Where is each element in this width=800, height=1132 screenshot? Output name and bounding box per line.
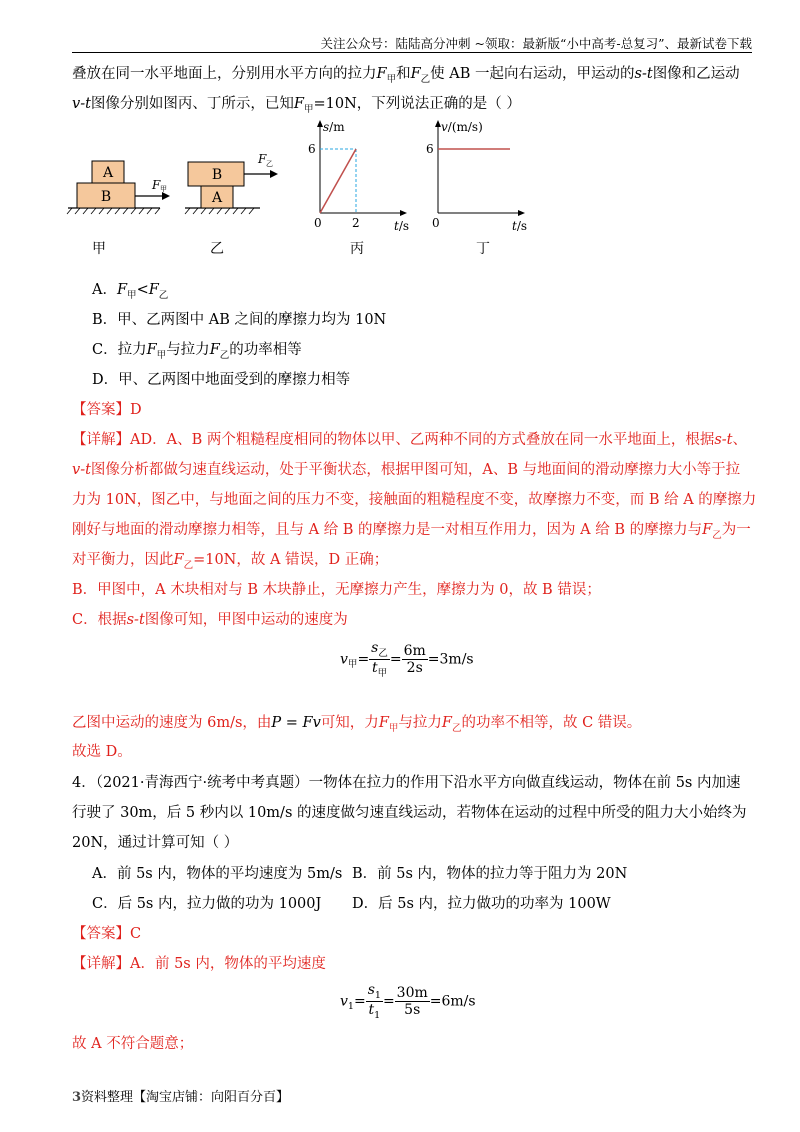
axis-label-y: s/m [323,120,345,134]
q3-detail-5: 对平衡力，因此$F_乙=10N$，故 A 错误，D 正确； [72,552,389,571]
q3-figure [60,115,540,265]
block-label: B [211,167,223,183]
block-label: B [100,189,112,205]
graph-ding [426,120,527,233]
q4-answer: 【答案】C [72,926,142,942]
q4-speed-formula: $v_1=$ $\frac{s_1}{t_1}$ = $\frac{30m}{5s}$ =6m/s [340,982,476,1021]
page-footer [72,1086,289,1105]
q3-stem-line1: 叠放在同一水平地面上，分别用水平方向的拉力$F_甲$和$F_乙$使 AB 一起向右运动，甲运动的s-t图像和乙运动 [72,66,740,85]
figure-label-yi: 乙 [210,241,224,257]
q3-stem-line2: v-t图像分别如图丙、丁所示，已知$F_甲=10N$，下列说法正确的是（ ） [72,96,521,115]
q4-stem-2: 行驶了 30m，后 5 秒内以 10m/s 的速度做匀速直线运动，若物体在运动的过程中所受的阻力大小始终为 [72,805,747,821]
figure-label-bing: 丙 [350,241,364,257]
q3-option-a: A．$F_甲<F_乙$ [92,282,169,301]
q3-detail-2: v-t图像分析都做匀速直线运动，处于平衡状态，根据甲图可知，A、B 与地面间的滑动摩擦力大小等于拉 [72,462,741,478]
q3-option-c: C．拉力$F_甲$与拉力$F_乙$的功率相等 [92,342,302,361]
q3-option-b: B．甲、乙两图中 AB 之间的摩擦力均为 10N [92,312,387,328]
q3-option-d: D．甲、乙两图中地面受到的摩擦力相等 [92,372,351,388]
q4-option-d: D．后 5s 内，拉力做功的功率为 100W [352,896,611,912]
axis-label-x: t/s [394,219,410,233]
diagram-yi [185,152,278,214]
q3-detail-3: 力为 10N，图乙中，与地面之间的压力不变，接触面的粗糙程度不变，故摩擦力不变，而 B 给 A 的摩擦力 [72,492,757,508]
page-number: 3 [72,1090,82,1105]
q4-option-b: B．前 5s 内，物体的拉力等于阻力为 20N [352,866,628,882]
figure-label-jia: 甲 [92,241,106,257]
q3-speed-formula: $v_甲=$ $\frac{s_乙}{t_甲}$ = $\frac{6m}{2s}$ =3m/s [340,640,474,679]
q3-detail-6: B．甲图中，A 木块相对与 B 木块静止，无摩擦力产生，摩擦力为 0，故 B 错误； [72,582,601,598]
q3-detail-8: 乙图中运动的速度为 6m/s，由P = Fv可知，力$F_甲$与拉力$F_乙$的功率不相等，故 C 错误。 [72,715,642,734]
q3-detail-4: 刚好与地面的滑动摩擦力相等，且与 A 给 B 的摩擦力是一对相互作用力，因为 A 给 B 的摩擦力与$F_乙$为一 [72,522,751,541]
axis-label-x: t/s [512,219,528,233]
force-label: F [152,178,161,192]
s-t-line [320,149,356,213]
y-tick: 6 [426,142,434,156]
q4-stem-3: 20N，通过计算可知（ ） [72,835,239,851]
q3-detail-7: C．根据s-t图像可知，甲图中运动的速度为 [72,612,348,628]
header-divider [72,52,752,53]
origin: 0 [432,216,440,230]
q3-detail-9: 故选 D。 [72,744,132,760]
page-header: 关注公众号：陆陆高分冲刺 ~领取：最新版“小中高考-总复习”、最新试卷下载 [320,36,752,51]
force-sub: 乙 [266,160,273,168]
force-sub: 甲 [160,185,167,193]
block-label: A [102,165,114,181]
graph-bing [308,120,409,233]
figure-label-ding: 丁 [476,241,490,257]
q4-option-c: C．后 5s 内，拉力做的功为 1000J [92,896,322,912]
q3-detail-1: 【详解】AD．A、B 两个粗糙程度相同的物体以甲、乙两种不同的方式叠放在同一水平地面上，根据s-t、 [72,432,748,448]
q4-detail-2: 故 A 不符合题意； [72,1036,194,1052]
q4-detail-1: 【详解】A．前 5s 内，物体的平均速度 [72,956,326,972]
diagram-jia [67,161,170,214]
q3-answer: 【答案】D [72,402,142,418]
y-tick: 6 [308,142,316,156]
block-label: A [211,190,223,206]
origin: 0 [314,216,322,230]
q4-stem-1: 4．（2021·青海西宁·统考中考真题）一物体在拉力的作用下沿水平方向做直线运动，物体在前 5s 内加速 [72,775,741,791]
q4-option-a: A．前 5s 内，物体的平均速度为 5m/s [92,866,343,882]
axis-label-y: v/(m/s) [441,120,483,134]
x-tick: 2 [352,216,360,230]
force-label: F [258,152,267,166]
footer-text: 资料整理【淘宝店铺：向阳百分百】 [81,1090,290,1105]
